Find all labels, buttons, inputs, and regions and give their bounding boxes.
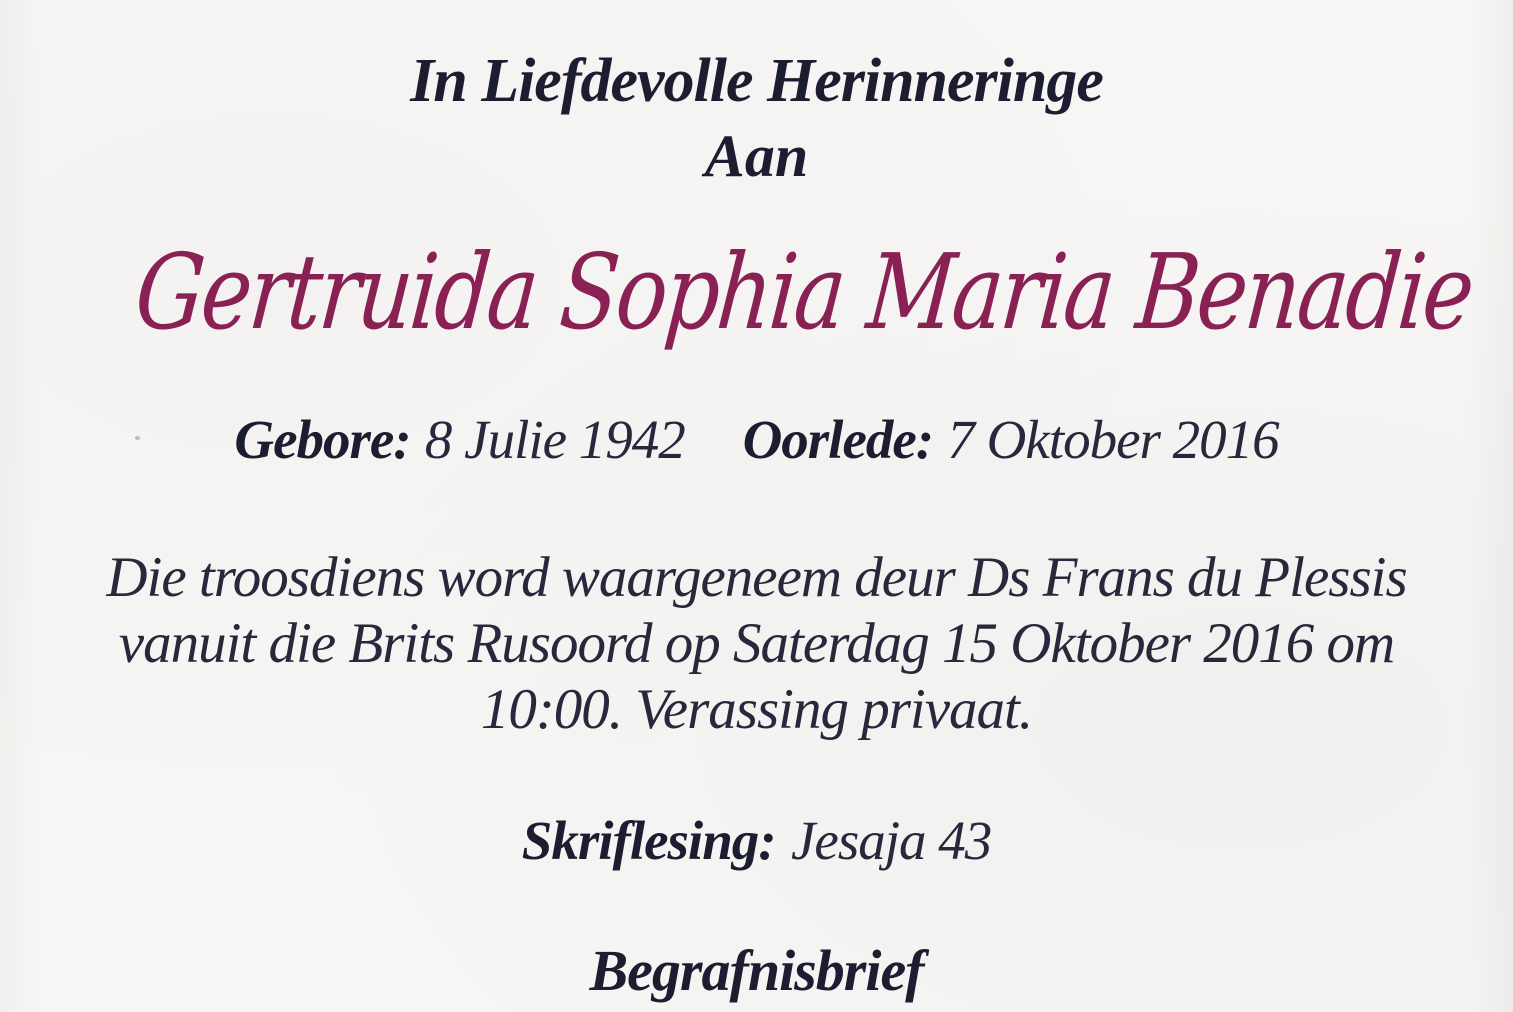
service-paragraph <box>0 545 1513 743</box>
deceased-name: Gertruida Sophia Maria Benadie <box>130 231 1477 353</box>
footer-title: Begrafnisbrief <box>589 938 924 1003</box>
born-value: 8 Julie 1942 <box>424 409 685 470</box>
scripture-value: Jesaja 43 <box>791 810 992 871</box>
died-label: Oorlede: <box>742 409 934 470</box>
service-line-3: 10:00. Verassing privaat. <box>480 678 1033 741</box>
scan-speck-decoration <box>135 436 140 440</box>
dates-line <box>0 409 1513 470</box>
service-line-2: vanuit die Brits Rusoord op Saterdag 15 Oktober 2016 om <box>118 612 1395 675</box>
service-line-1: Die troosdiens word waargeneem deur Ds Frans du Plessis <box>106 546 1407 609</box>
scripture-line <box>0 810 1513 871</box>
scripture-label: Skriflesing: <box>521 810 776 871</box>
born-label: Gebore: <box>234 409 411 470</box>
header-line-2: Aan <box>704 123 809 189</box>
died-value: 7 Oktober 2016 <box>947 409 1279 470</box>
header-line-1: In Liefdevolle Herinneringe <box>410 47 1103 115</box>
